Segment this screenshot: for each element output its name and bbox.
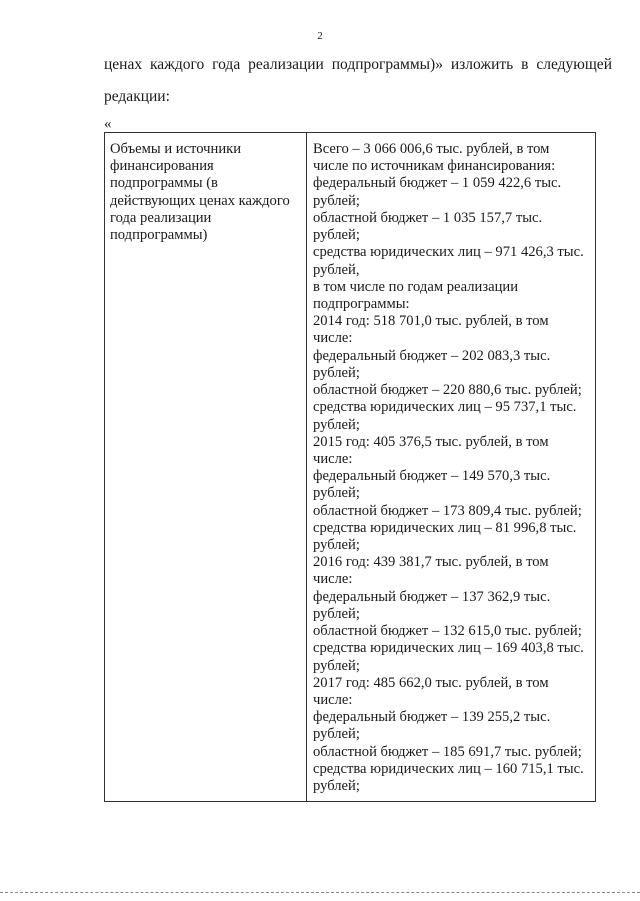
right-cell-line: рублей; (313, 192, 360, 209)
right-cell-line: 2015 год: 405 376,5 тыс. рублей, в том (313, 433, 549, 450)
right-cell-line: числе: (313, 692, 353, 708)
right-cell-line: областной бюджет – 1 035 157,7 тыс. (313, 209, 543, 226)
right-cell-line: числе: (313, 330, 353, 347)
right-cell-line: 2016 год: 439 381,7 тыс. рублей, в том (313, 554, 549, 571)
right-cell-line: в том числе по годам реализации (313, 278, 519, 295)
intro-text-line-2: редакции: (104, 88, 170, 105)
right-cell-line: 2014 год: 518 701,0 тыс. рублей, в том (313, 313, 549, 330)
left-cell-line: подпрограммы (в (110, 175, 218, 192)
right-cell-line: федеральный бюджет – 139 255,2 тыс. (313, 709, 551, 726)
right-cell-line: рублей, (313, 261, 360, 278)
right-cell-line: рублей; (313, 605, 360, 622)
page-bottom-rule (0, 892, 640, 893)
left-cell-line: действующих ценах каждого (110, 192, 290, 209)
right-cell-line: 2017 год: 485 662,0 тыс. рублей, в том (313, 674, 549, 691)
right-cell-line: средства юридических лиц – 95 737,1 тыс. (313, 399, 577, 416)
right-cell-line: областной бюджет – 185 691,7 тыс. рублей; (313, 743, 582, 760)
left-cell-line: года реализации (110, 209, 212, 226)
page-number: 2 (317, 30, 323, 42)
right-cell-line: рублей; (313, 227, 360, 244)
right-cell-line: областной бюджет – 132 615,0 тыс. рублей; (313, 623, 582, 640)
right-cell-line: числе: (313, 450, 353, 467)
left-cell-line: финансирования (110, 158, 214, 175)
intro-text-line-1: ценах каждого года реализации подпрограммы)» изложить в следующей (104, 56, 612, 73)
right-cell-line: средства юридических лиц – 81 996,8 тыс. (313, 519, 577, 536)
column-divider (306, 133, 307, 801)
right-cell-line: рублей; (313, 416, 360, 433)
right-cell-line: средства юридических лиц – 169 403,8 тыс. (313, 640, 584, 657)
left-cell-line: подпрограммы) (110, 227, 208, 244)
right-cell-line: рублей; (313, 726, 360, 743)
right-cell-line: числе по источникам финансирования: (313, 158, 556, 175)
right-cell-line: подпрограммы: (313, 295, 410, 312)
right-cell-line: рублей; (313, 537, 360, 554)
right-cell-line: средства юридических лиц – 160 715,1 тыс. (313, 760, 584, 777)
right-cell-line: федеральный бюджет – 149 570,3 тыс. (313, 468, 551, 485)
financing-table (104, 132, 596, 802)
right-cell-line: числе: (313, 571, 353, 588)
right-cell-line: средства юридических лиц – 971 426,3 тыс. (313, 244, 584, 261)
right-cell-line: федеральный бюджет – 137 362,9 тыс. (313, 588, 551, 605)
right-cell-line: рублей; (313, 778, 360, 795)
left-cell-line: Объемы и источники (110, 141, 242, 157)
right-cell-line: областной бюджет – 220 880,6 тыс. рублей; (313, 382, 582, 399)
right-cell-line: рублей; (313, 485, 360, 502)
table-left-cell (110, 141, 304, 244)
opening-quote-mark: « (104, 116, 112, 132)
table-right-cell (313, 141, 595, 795)
right-cell-line: Всего – 3 066 006,6 тыс. рублей, в том (313, 141, 550, 157)
right-cell-line: федеральный бюджет – 1 059 422,6 тыс. (313, 175, 562, 192)
right-cell-line: рублей; (313, 657, 360, 674)
right-cell-line: областной бюджет – 173 809,4 тыс. рублей; (313, 502, 582, 519)
right-cell-line: федеральный бюджет – 202 083,3 тыс. (313, 347, 551, 364)
right-cell-line: рублей; (313, 364, 360, 381)
